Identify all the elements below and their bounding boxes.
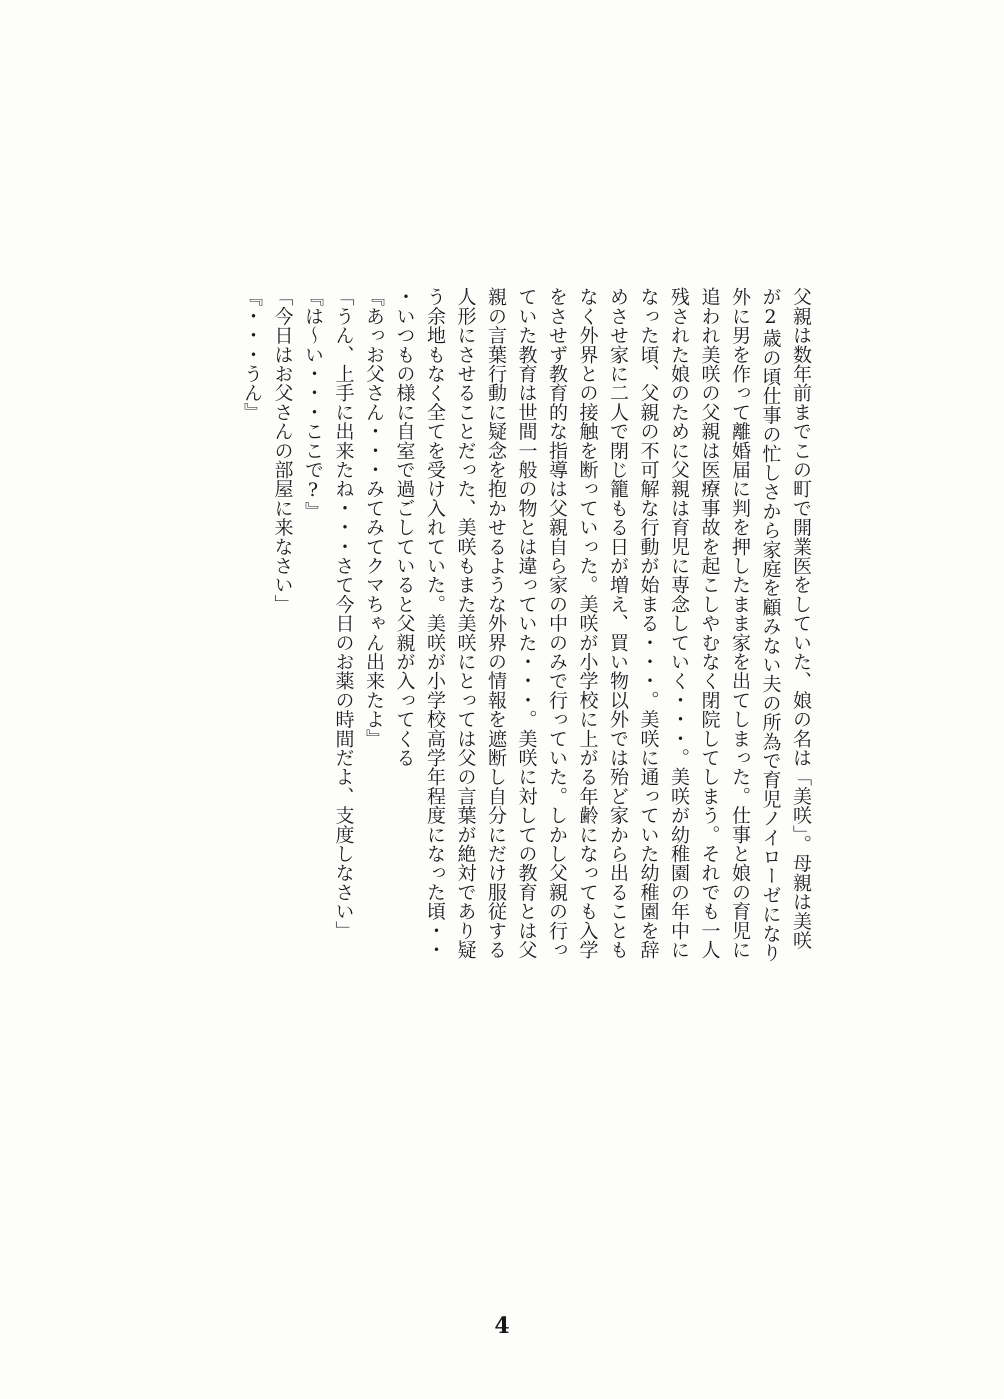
text-line: をさせず教育的な指導は父親自ら家の中のみで行っていた。しかし父親の行っ <box>546 287 568 959</box>
text-line: ・いつもの様に自室で過ごしていると父親が入ってくる <box>393 287 416 767</box>
text-line: 人形にさせることだった、美咲もまた美咲にとっては父の言葉が絶対であり疑 <box>454 287 477 959</box>
text-line-dialogue: 「今日はお父さんの部屋に来なさい」 <box>271 287 294 614</box>
text-line: 追われ美咲の父親は医療事故を起こしやむなく閉院してしまう。それでも一人 <box>698 287 721 959</box>
text-line: なった頃、父親の不可解な行動が始まる・・・。美咲に通っていた幼稚園を辞 <box>637 287 660 959</box>
text-line: 残された娘のために父親は育児に専念していく・・・。美咲が幼稚園の年中に <box>668 287 690 959</box>
story-text-block <box>237 287 817 979</box>
text-line-dialogue: 『・・・うん』 <box>241 287 263 422</box>
text-line: 親の言葉行動に疑念を抱かせるような外界の情報を遮断し自分にだけ服従する <box>485 287 507 959</box>
text-line: 外に男を作って離婚届に判を押したまま家を出てしまった。仕事と娘の育児に <box>729 287 751 959</box>
text-line: ていた教育は世間一般の物とは違っていた・・・。美咲に対しての教育とは父 <box>515 287 538 959</box>
text-line: めさせ家に二人で閉じ籠もる日が増え、買い物以外では殆ど家から出ることも <box>607 287 629 959</box>
text-line-dialogue: 『は～い・・・ここで?』 <box>302 287 324 521</box>
text-line-dialogue: 『あっお父さん・・・みてみてクマちゃん出来たよ』 <box>363 287 385 748</box>
text-line: う余地もなく全てを受け入れていた。美咲が小学校高学年程度になった頃・・ <box>424 287 446 959</box>
text-line-dialogue: 「うん、上手に出来たね・・・さて今日のお薬の時間だよ、支度しなさい」 <box>332 287 355 940</box>
text-line: が2歳の頃仕事の忙しさから家庭を顧みない夫の所為で育児ノイローゼになり <box>759 287 782 962</box>
text-line: なく外界との接触を断っていった。美咲が小学校に上がる年齢になっても入学 <box>576 287 599 959</box>
page-number: 4 <box>494 1313 510 1339</box>
text-line: 父親は数年前までこの町で開業医をしていた、娘の名は「美咲」。母親は美咲 <box>790 287 812 950</box>
